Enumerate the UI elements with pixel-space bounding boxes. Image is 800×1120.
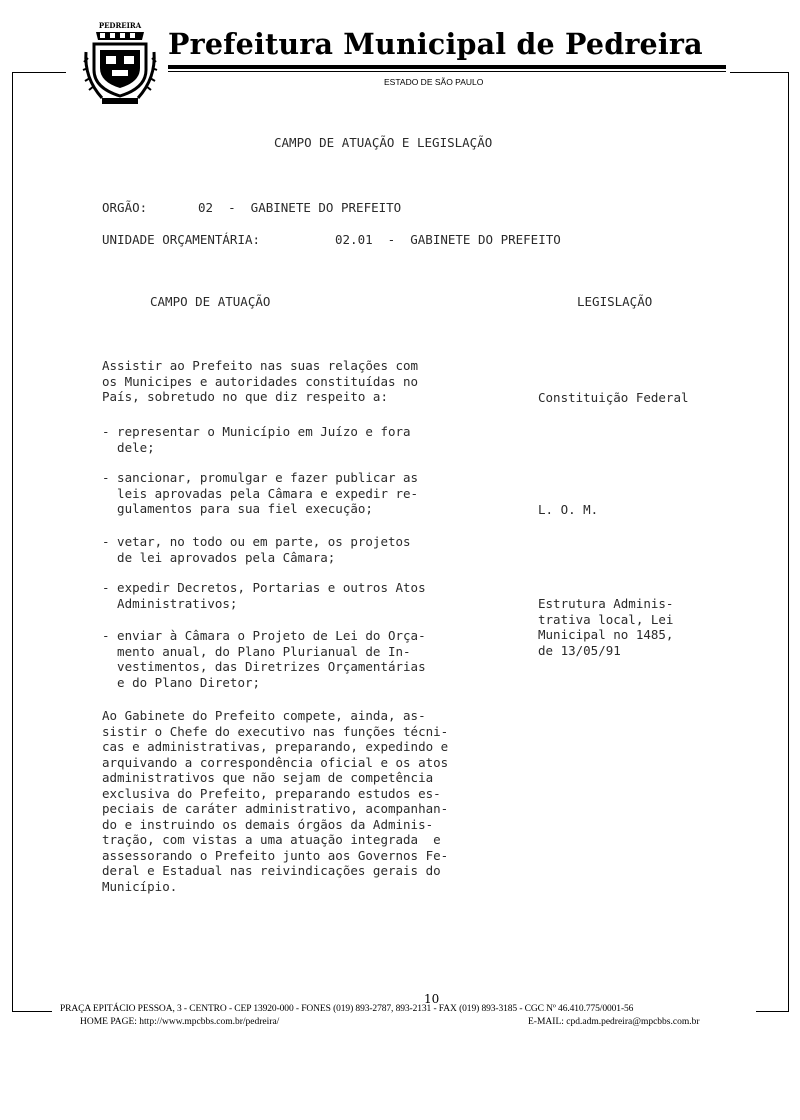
orgao-value: 02 - GABINETE DO PREFEITO: [198, 200, 402, 215]
crest-text: PEDREIRA: [98, 21, 142, 30]
list-item: - representar o Município em Juízo e fora dele;: [102, 424, 411, 455]
page-number: 10: [424, 992, 440, 1006]
footer-homepage: HOME PAGE: http://www.mpcbbs.com.br/pedreira/: [80, 1017, 280, 1027]
header-rule: [168, 65, 726, 69]
frame-bottom-right: [756, 1011, 789, 1012]
list-item: - enviar à Câmara o Projeto de Lei do Orça- mento anual, do Plano Plurianual de In- vestimentos, das Diretrizes Orçamentárias e do Plano Diretor;: [102, 628, 426, 690]
intro-paragraph: Assistir ao Prefeito nas suas relações com os Municipes e autoridades constituídas no País, sobretudo no que diz respeito a:: [102, 358, 419, 404]
header-rule-thin: [168, 71, 726, 72]
column-header-campo: CAMPO DE ATUAÇÃO: [150, 294, 271, 309]
column-header-legislacao: LEGISLAÇÃO: [577, 294, 653, 309]
page-title: Prefeitura Municipal de Pedreira: [168, 27, 703, 61]
unidade-label: UNIDADE ORÇAMENTÁRIA:: [102, 232, 261, 247]
orgao-label: ORGÃO:: [102, 200, 148, 215]
coat-of-arms-icon: [82, 18, 158, 106]
frame-bottom-left: [12, 1011, 52, 1012]
closing-paragraph: Ao Gabinete do Prefeito compete, ainda, as- sistir o Chefe do executivo nas funções técni- cas e administrativas, preparando, expedindo e arquivando a correspondência oficial e os atos administrativos que não sejam de competência exclusiva do Prefeito, preparando estudos es- peciais de caráter administrativo, acompanhan- do e instruindo os demais órgãos da Adminis- tração, com vistas a uma atuação integrada e assessorando o Prefeito junto aos Governos Fe- deral e Estadual nas reivindicações gerais do Município.: [102, 708, 449, 894]
legislation-item: Estrutura Adminis- trativa local, Lei Municipal no 1485, de 13/05/91: [538, 596, 674, 658]
frame-right: [788, 72, 789, 1012]
list-item: - expedir Decretos, Portarias e outros Atos Administrativos;: [102, 580, 426, 611]
state-label: ESTADO DE SÃO PAULO: [384, 77, 484, 87]
list-item: - vetar, no todo ou em parte, os projetos de lei aprovados pela Câmara;: [102, 534, 411, 565]
footer-address: PRAÇA EPITÁCIO PESSOA, 3 - CENTRO - CEP 13920-000 - FONES (019) 893-2787, 893-2131 - FAX (019) 893-3185 - CGC Nº 46.410.775/0001-56: [60, 1004, 634, 1014]
frame-left: [12, 72, 13, 1012]
list-item: - sancionar, promulgar e fazer publicar as leis aprovadas pela Câmara e expedir re- gulamentos para sua fiel execução;: [102, 470, 419, 516]
legislation-item: Constituição Federal: [538, 390, 689, 405]
legislation-item: L. O. M.: [538, 502, 599, 517]
frame-top-left: [12, 72, 66, 73]
footer-email: E-MAIL: cpd.adm.pedreira@mpcbbs.com.br: [528, 1017, 700, 1027]
frame-top-right: [730, 72, 788, 73]
document-heading: CAMPO DE ATUAÇÃO E LEGISLAÇÃO: [274, 135, 493, 150]
unidade-value: 02.01 - GABINETE DO PREFEITO: [335, 232, 561, 247]
